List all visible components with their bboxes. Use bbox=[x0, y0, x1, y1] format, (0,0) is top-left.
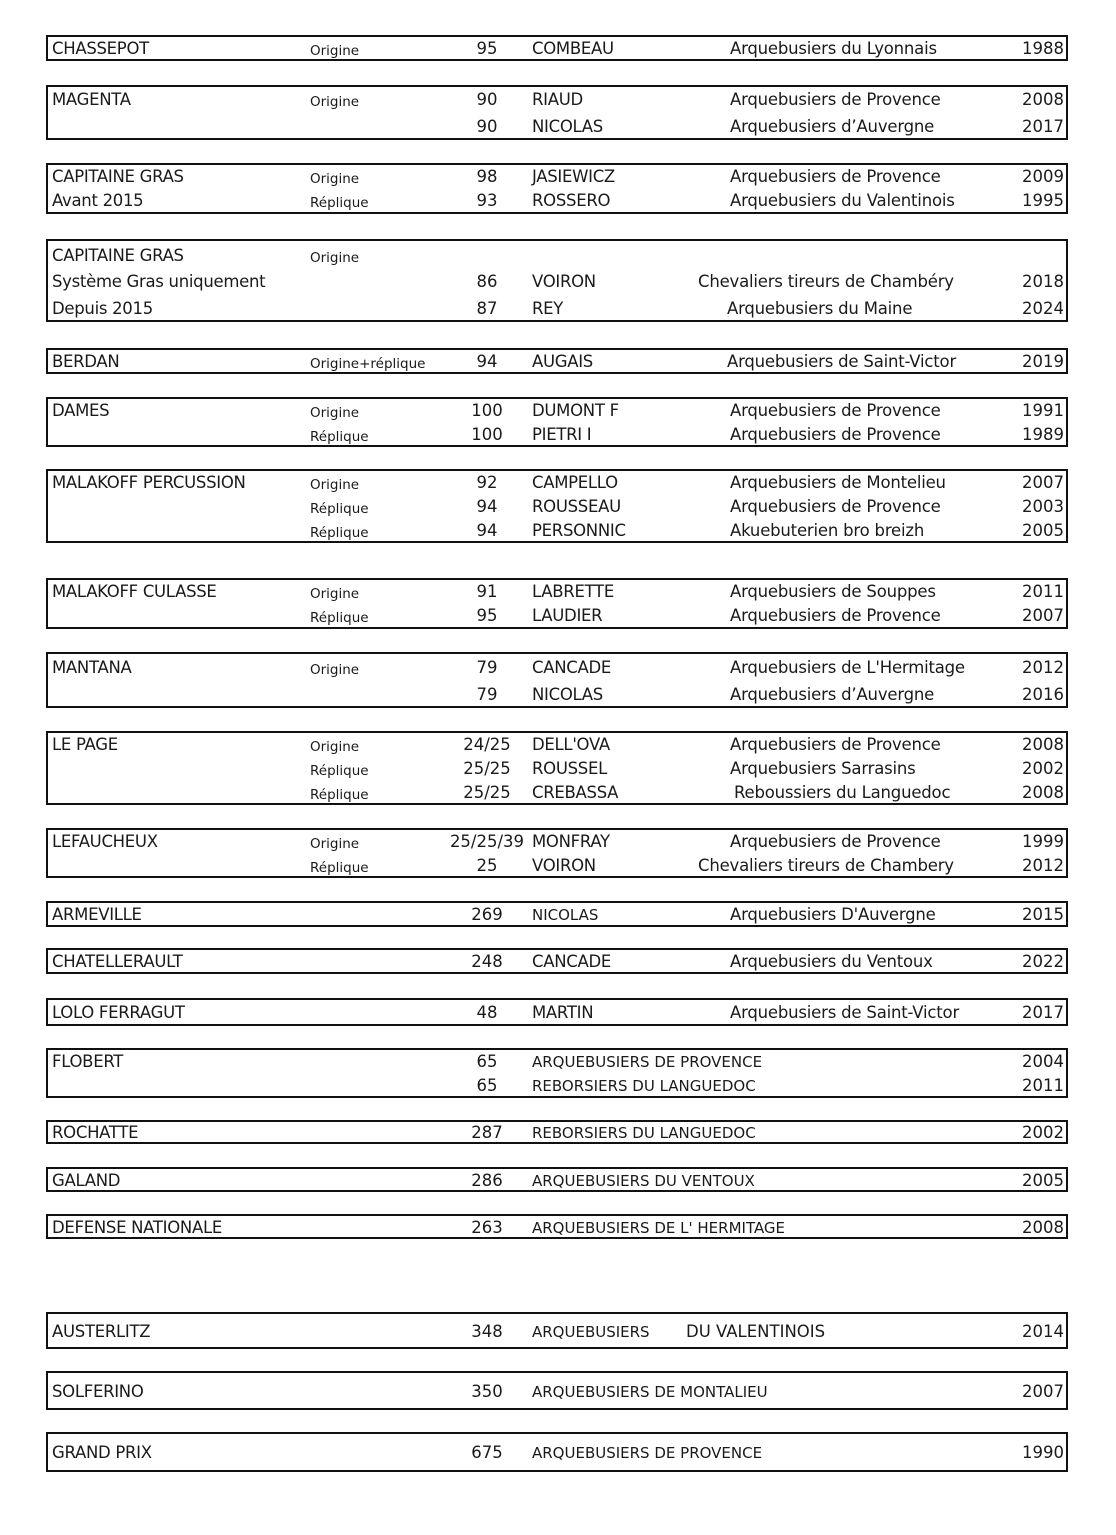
club-cell: Arquebusiers du Valentinois bbox=[730, 191, 955, 210]
discipline-cell: CAPITAINE GRAS bbox=[52, 167, 184, 186]
club-cell: Arquebusiers de Provence bbox=[730, 167, 941, 186]
discipline-cell: GRAND PRIX bbox=[52, 1443, 152, 1462]
type-cell: Origine+réplique bbox=[310, 356, 426, 372]
shooter-cell: CAMPELLO bbox=[532, 473, 618, 492]
table-row bbox=[48, 656, 1066, 680]
record-group bbox=[46, 1371, 1068, 1410]
table-row bbox=[48, 1121, 1066, 1145]
year-cell: 2014 bbox=[1022, 1322, 1064, 1341]
type-cell: Origine bbox=[310, 94, 360, 110]
type-cell: Origine bbox=[310, 43, 360, 59]
record-group bbox=[46, 652, 1068, 708]
score-cell: 86 bbox=[476, 272, 498, 291]
year-cell: 2007 bbox=[1022, 606, 1064, 625]
discipline-cell: CHASSEPOT bbox=[52, 39, 149, 58]
club-cell: Reboussiers du Languedoc bbox=[734, 783, 951, 802]
type-cell: Réplique bbox=[310, 763, 369, 779]
club-cell: Arquebusiers de Provence bbox=[730, 497, 941, 516]
record-group bbox=[46, 1167, 1068, 1192]
record-group bbox=[46, 1432, 1068, 1472]
year-cell: 2002 bbox=[1022, 759, 1064, 778]
shooter-cell: ARQUEBUSIERS DE PROVENCE bbox=[532, 1444, 763, 1462]
shooter-cell: ARQUEBUSIERS bbox=[532, 1323, 650, 1341]
record-group bbox=[46, 397, 1068, 447]
year-cell: 2005 bbox=[1022, 521, 1064, 540]
type-cell: Origine bbox=[310, 171, 360, 187]
year-cell: 2024 bbox=[1022, 299, 1064, 318]
table-row bbox=[48, 950, 1066, 974]
score-cell: 24/25 bbox=[463, 735, 511, 754]
club-cell: Arquebusiers de Provence bbox=[730, 832, 941, 851]
shooter-cell: NICOLAS bbox=[532, 685, 603, 704]
shooter-cell: NICOLAS bbox=[532, 906, 599, 924]
shooter-cell: CANCADE bbox=[532, 658, 611, 677]
discipline-cell: LEFAUCHEUX bbox=[52, 832, 158, 851]
shooter-cell: ARQUEBUSIERS DE PROVENCE bbox=[532, 1053, 763, 1071]
club-cell: Akuebuterien bro breizh bbox=[730, 521, 925, 540]
score-cell: 93 bbox=[476, 191, 498, 210]
type-cell: Réplique bbox=[310, 429, 369, 445]
discipline-cell: CHATELLERAULT bbox=[52, 952, 183, 971]
shooter-cell: LAUDIER bbox=[532, 606, 603, 625]
discipline-cell: SOLFERINO bbox=[52, 1382, 144, 1401]
discipline-cell: ROCHATTE bbox=[52, 1123, 139, 1142]
type-cell: Réplique bbox=[310, 501, 369, 517]
table-row bbox=[48, 683, 1066, 707]
table-row bbox=[48, 88, 1066, 112]
club-cell: Arquebusiers du Ventoux bbox=[730, 952, 933, 971]
discipline-cell: MANTANA bbox=[52, 658, 132, 677]
club-cell: DU VALENTINOIS bbox=[686, 1322, 826, 1341]
year-cell: 1989 bbox=[1022, 425, 1064, 444]
year-cell: 2019 bbox=[1022, 352, 1064, 371]
discipline-cell: LOLO FERRAGUT bbox=[52, 1003, 185, 1022]
type-cell: Origine bbox=[310, 250, 360, 266]
club-cell: Arquebusiers de Saint-Victor bbox=[727, 352, 957, 371]
record-group bbox=[46, 731, 1068, 805]
shooter-cell: ARQUEBUSIERS DU VENTOUX bbox=[532, 1172, 755, 1190]
record-group bbox=[46, 35, 1068, 61]
shooter-cell: PERSONNIC bbox=[532, 521, 626, 540]
shooter-cell: MARTIN bbox=[532, 1003, 594, 1022]
score-cell: 48 bbox=[476, 1003, 498, 1022]
table-row bbox=[48, 165, 1066, 189]
record-group bbox=[46, 1312, 1068, 1349]
shooter-cell: VOIRON bbox=[532, 272, 596, 291]
score-cell: 92 bbox=[476, 473, 498, 492]
table-row bbox=[48, 1441, 1066, 1465]
score-cell: 65 bbox=[476, 1052, 498, 1071]
score-cell: 263 bbox=[471, 1218, 503, 1237]
shooter-cell: REBORSIERS DU LANGUEDOC bbox=[532, 1124, 756, 1142]
year-cell: 2011 bbox=[1022, 582, 1064, 601]
record-group bbox=[46, 239, 1068, 322]
table-row bbox=[48, 297, 1066, 321]
shooter-cell: JASIEWICZ bbox=[532, 167, 615, 186]
year-cell: 2003 bbox=[1022, 497, 1064, 516]
year-cell: 1990 bbox=[1022, 1443, 1064, 1462]
discipline-cell: AUSTERLITZ bbox=[52, 1322, 151, 1341]
year-cell: 2016 bbox=[1022, 685, 1064, 704]
club-cell: Arquebusiers de Montelieu bbox=[730, 473, 946, 492]
year-cell: 2005 bbox=[1022, 1171, 1064, 1190]
club-cell: Arquebusiers de Souppes bbox=[730, 582, 936, 601]
table-row bbox=[48, 903, 1066, 927]
record-group bbox=[46, 998, 1068, 1026]
club-cell: Arquebusiers de Saint-Victor bbox=[730, 1003, 960, 1022]
shooter-cell: PIETRI I bbox=[532, 425, 592, 444]
club-cell: Arquebusiers de Provence bbox=[730, 401, 941, 420]
table-row bbox=[48, 1216, 1066, 1240]
discipline-cell: FLOBERT bbox=[52, 1052, 124, 1071]
club-cell: Arquebusiers D'Auvergne bbox=[730, 905, 936, 924]
shooter-cell: VOIRON bbox=[532, 856, 596, 875]
score-cell: 95 bbox=[476, 606, 498, 625]
shooter-cell: MONFRAY bbox=[532, 832, 610, 851]
score-cell: 248 bbox=[471, 952, 503, 971]
club-cell: Arquebusiers Sarrasins bbox=[730, 759, 916, 778]
record-group bbox=[46, 1048, 1068, 1098]
club-cell: Arquebusiers de Provence bbox=[730, 90, 941, 109]
year-cell: 2018 bbox=[1022, 272, 1064, 291]
year-cell: 2009 bbox=[1022, 167, 1064, 186]
table-row bbox=[48, 854, 1066, 878]
year-cell: 2004 bbox=[1022, 1052, 1064, 1071]
year-cell: 2002 bbox=[1022, 1123, 1064, 1142]
discipline-cell: DAMES bbox=[52, 401, 110, 420]
year-cell: 2008 bbox=[1022, 1218, 1064, 1237]
club-cell: Arquebusiers d’Auvergne bbox=[730, 117, 935, 136]
club-cell: Arquebusiers du Lyonnais bbox=[730, 39, 937, 58]
club-cell: Chevaliers tireurs de Chambery bbox=[698, 856, 954, 875]
discipline-cell: Avant 2015 bbox=[52, 191, 144, 210]
table-row bbox=[48, 1320, 1066, 1344]
shooter-cell: AUGAIS bbox=[532, 352, 593, 371]
year-cell: 2015 bbox=[1022, 905, 1064, 924]
year-cell: 1991 bbox=[1022, 401, 1064, 420]
record-group bbox=[46, 85, 1068, 140]
discipline-cell: ARMEVILLE bbox=[52, 905, 142, 924]
year-cell: 1999 bbox=[1022, 832, 1064, 851]
year-cell: 2017 bbox=[1022, 117, 1064, 136]
score-cell: 348 bbox=[471, 1322, 503, 1341]
table-row bbox=[48, 1074, 1066, 1098]
club-cell: Chevaliers tireurs de Chambéry bbox=[698, 272, 954, 291]
table-row bbox=[48, 350, 1066, 374]
discipline-cell: Système Gras uniquement bbox=[52, 272, 266, 291]
score-cell: 25/25/39 bbox=[449, 832, 525, 851]
shooter-cell: ROSSERO bbox=[532, 191, 611, 210]
score-cell: 90 bbox=[476, 117, 498, 136]
table-row bbox=[48, 399, 1066, 423]
club-cell: Arquebusiers de Provence bbox=[730, 606, 941, 625]
year-cell: 1995 bbox=[1022, 191, 1064, 210]
score-cell: 100 bbox=[471, 425, 503, 444]
discipline-cell: MAGENTA bbox=[52, 90, 131, 109]
table-row bbox=[48, 270, 1066, 294]
record-group bbox=[46, 469, 1068, 543]
score-cell: 350 bbox=[471, 1382, 503, 1401]
club-cell: Arquebusiers du Maine bbox=[727, 299, 913, 318]
year-cell: 2008 bbox=[1022, 90, 1064, 109]
year-cell: 2008 bbox=[1022, 735, 1064, 754]
score-cell: 94 bbox=[476, 352, 498, 371]
score-cell: 25/25 bbox=[463, 759, 511, 778]
discipline-cell: MALAKOFF CULASSE bbox=[52, 582, 217, 601]
table-row bbox=[48, 1050, 1066, 1074]
discipline-cell: GALAND bbox=[52, 1171, 121, 1190]
type-cell: Origine bbox=[310, 739, 360, 755]
record-group bbox=[46, 1120, 1068, 1144]
record-group bbox=[46, 948, 1068, 974]
table-row bbox=[48, 781, 1066, 805]
type-cell: Réplique bbox=[310, 860, 369, 876]
discipline-cell: CAPITAINE GRAS bbox=[52, 246, 184, 265]
shooter-cell: ARQUEBUSIERS DE L' HERMITAGE bbox=[532, 1219, 786, 1237]
score-cell: 65 bbox=[476, 1076, 498, 1095]
shooter-cell: ROUSSEL bbox=[532, 759, 607, 778]
shooter-cell: DELL'OVA bbox=[532, 735, 610, 754]
shooter-cell: RIAUD bbox=[532, 90, 583, 109]
type-cell: Origine bbox=[310, 477, 360, 493]
shooter-cell: REY bbox=[532, 299, 564, 318]
discipline-cell: DEFENSE NATIONALE bbox=[52, 1218, 222, 1237]
score-cell: 100 bbox=[471, 401, 503, 420]
shooter-cell: REBORSIERS DU LANGUEDOC bbox=[532, 1077, 756, 1095]
score-cell: 79 bbox=[476, 685, 498, 704]
score-cell: 98 bbox=[476, 167, 498, 186]
year-cell: 2008 bbox=[1022, 783, 1064, 802]
score-cell: 79 bbox=[476, 658, 498, 677]
shooter-cell: ROUSSEAU bbox=[532, 497, 621, 516]
table-row bbox=[48, 830, 1066, 854]
table-row bbox=[48, 733, 1066, 757]
year-cell: 2011 bbox=[1022, 1076, 1064, 1095]
type-cell: Origine bbox=[310, 836, 360, 852]
year-cell: 2012 bbox=[1022, 856, 1064, 875]
record-group bbox=[46, 1214, 1068, 1239]
table-row bbox=[48, 37, 1066, 61]
discipline-cell: BERDAN bbox=[52, 352, 120, 371]
record-group bbox=[46, 348, 1068, 374]
type-cell: Origine bbox=[310, 405, 360, 421]
score-cell: 90 bbox=[476, 90, 498, 109]
shooter-cell: NICOLAS bbox=[532, 117, 603, 136]
type-cell: Origine bbox=[310, 586, 360, 602]
record-group bbox=[46, 578, 1068, 629]
club-cell: Arquebusiers de L'Hermitage bbox=[730, 658, 965, 677]
table-row bbox=[48, 423, 1066, 447]
table-row bbox=[48, 495, 1066, 519]
table-row bbox=[48, 519, 1066, 543]
club-cell: Arquebusiers de Provence bbox=[730, 735, 941, 754]
type-cell: Origine bbox=[310, 662, 360, 678]
year-cell: 2012 bbox=[1022, 658, 1064, 677]
score-cell: 87 bbox=[476, 299, 498, 318]
table-row bbox=[48, 604, 1066, 628]
type-cell: Réplique bbox=[310, 787, 369, 803]
year-cell: 2022 bbox=[1022, 952, 1064, 971]
record-group bbox=[46, 901, 1068, 927]
year-cell: 2007 bbox=[1022, 1382, 1064, 1401]
year-cell: 2007 bbox=[1022, 473, 1064, 492]
table-row bbox=[48, 115, 1066, 139]
score-cell: 286 bbox=[471, 1171, 503, 1190]
year-cell: 1988 bbox=[1022, 39, 1064, 58]
shooter-cell: COMBEAU bbox=[532, 39, 614, 58]
shooter-cell: CREBASSA bbox=[532, 783, 619, 802]
club-cell: Arquebusiers de Provence bbox=[730, 425, 941, 444]
table-row bbox=[48, 757, 1066, 781]
record-group bbox=[46, 828, 1068, 878]
table-row bbox=[48, 244, 1066, 268]
score-cell: 95 bbox=[476, 39, 498, 58]
record-group bbox=[46, 163, 1068, 214]
type-cell: Réplique bbox=[310, 525, 369, 541]
type-cell: Réplique bbox=[310, 610, 369, 626]
score-cell: 94 bbox=[476, 497, 498, 516]
table-row bbox=[48, 1169, 1066, 1193]
score-cell: 287 bbox=[471, 1123, 503, 1142]
shooter-cell: ARQUEBUSIERS DE MONTALIEU bbox=[532, 1383, 768, 1401]
score-cell: 91 bbox=[476, 582, 498, 601]
table-row bbox=[48, 471, 1066, 495]
club-cell: Arquebusiers d’Auvergne bbox=[730, 685, 935, 704]
table-row bbox=[48, 1380, 1066, 1404]
score-cell: 25 bbox=[476, 856, 498, 875]
shooter-cell: CANCADE bbox=[532, 952, 611, 971]
table-row bbox=[48, 580, 1066, 604]
shooter-cell: LABRETTE bbox=[532, 582, 614, 601]
shooter-cell: DUMONT F bbox=[532, 401, 619, 420]
score-cell: 94 bbox=[476, 521, 498, 540]
discipline-cell: Depuis 2015 bbox=[52, 299, 153, 318]
score-cell: 675 bbox=[471, 1443, 503, 1462]
year-cell: 2017 bbox=[1022, 1003, 1064, 1022]
discipline-cell: MALAKOFF PERCUSSION bbox=[52, 473, 246, 492]
type-cell: Réplique bbox=[310, 195, 369, 211]
table-row bbox=[48, 189, 1066, 213]
discipline-cell: LE PAGE bbox=[52, 735, 118, 754]
table-row bbox=[48, 1001, 1066, 1025]
score-cell: 25/25 bbox=[463, 783, 511, 802]
score-cell: 269 bbox=[471, 905, 503, 924]
